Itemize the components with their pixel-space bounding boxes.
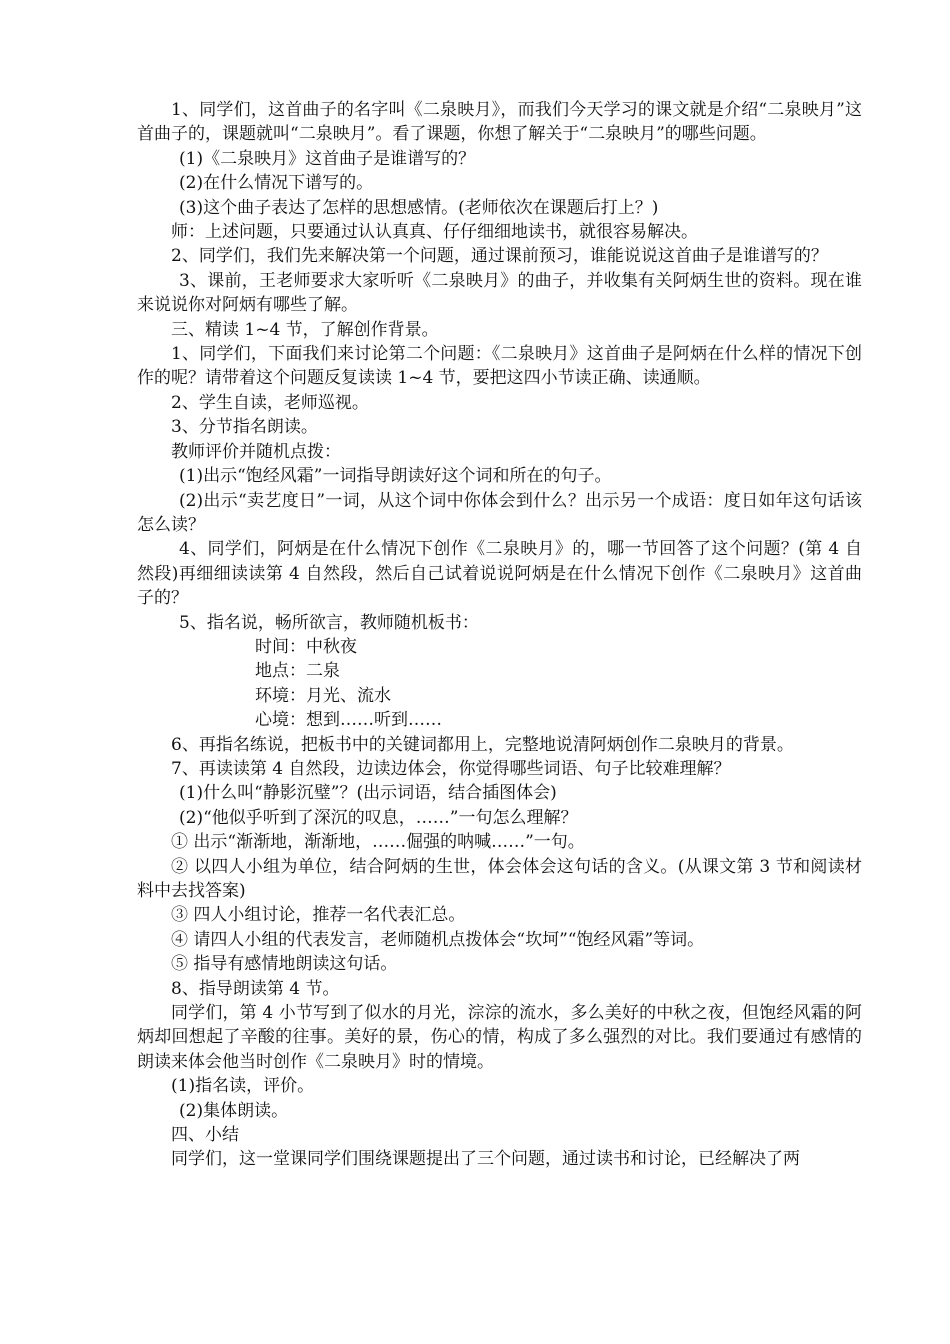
paragraph: 2、学生自读，老师巡视。 xyxy=(171,392,369,413)
paragraph: (1)出示“饱经风霜”一词指导朗读好这个词和所在的句子。 xyxy=(179,466,612,487)
paragraph: ③ 四人小组讨论，推荐一名代表汇总。 xyxy=(171,905,466,926)
document-body xyxy=(137,98,862,1172)
paragraph: (2)集体朗读。 xyxy=(179,1100,289,1121)
board-line: 地点：二泉 xyxy=(255,661,340,682)
paragraph: ① 出示“渐渐地，渐渐地，……倔强的呐喊……”一句。 xyxy=(171,832,585,853)
paragraph: (1)什么叫“静影沉璧”？(出示词语，结合插图体会) xyxy=(179,783,557,804)
paragraph: (1)指名读，评价。 xyxy=(171,1076,315,1097)
paragraph: (2)在什么情况下谱写的。 xyxy=(179,173,374,194)
paragraph: 1、同学们，这首曲子的名字叫《二泉映月》，而我们今天学习的课文就是介绍“二泉映月”这首曲子的，课题就叫“二泉映月”。看了课题，你想了解关于“二泉映月”的哪些问题。 xyxy=(137,100,862,145)
paragraph: 1、同学们，下面我们来讨论第二个问题：《二泉映月》这首曲子是阿炳在什么样的情况下创作的呢？请带着这个问题反复读读 1~4 节，要把这四小节读正确、读通顺。 xyxy=(137,344,862,389)
paragraph: 7、再读读第 4 自然段，边读边体会，你觉得哪些词语、句子比较难理解？ xyxy=(171,758,731,779)
paragraph: ④ 请四人小组的代表发言，老师随机点拨体会“坎坷”“饱经风霜”等词。 xyxy=(171,929,705,950)
paragraph: 三、精读 1~4 节，了解创作背景。 xyxy=(171,319,439,340)
paragraph: 教师评价并随机点拨： xyxy=(171,441,341,462)
paragraph: ② 以四人小组为单位，结合阿炳的生世，体会体会这句话的含义。(从课文第 3 节和阅读材料中去找答案) xyxy=(137,856,862,901)
paragraph: (1)《二泉映月》这首曲子是谁谱写的？ xyxy=(179,148,476,169)
paragraph: 5、指名说，畅所欲言，教师随机板书： xyxy=(179,612,479,633)
paragraph: 2、同学们，我们先来解决第一个问题，通过课前预习，谁能说说这首曲子是谁谱写的？ xyxy=(171,246,828,267)
paragraph: 8、指导朗读第 4 节。 xyxy=(171,978,340,999)
paragraph: ⑤ 指导有感情地朗读这句话。 xyxy=(171,954,398,975)
paragraph: 6、再指名练说，把板书中的关键词都用上，完整地说清阿炳创作二泉映月的背景。 xyxy=(171,734,794,755)
paragraph: 4、同学们，阿炳是在什么情况下创作《二泉映月》的，哪一节回答了这个问题？(第 4 自然段)再细细读读第 4 自然段，然后自己试着说说阿炳是在什么情况下创作《二泉映月》这首曲子的？ xyxy=(137,539,862,609)
board-line: 心境：想到……听到…… xyxy=(255,710,442,731)
paragraph: 师：上述问题，只要通过认认真真、仔仔细细地读书，就很容易解决。 xyxy=(171,222,698,243)
paragraph: 同学们，第 4 小节写到了似水的月光，淙淙的流水，多么美好的中秋之夜，但饱经风霜的阿炳却回想起了辛酸的往事。美好的景，伤心的情，构成了多么强烈的对比。我们要通过有感情的朗读来体会他当时创作《二泉映月》时的情境。 xyxy=(137,1003,862,1072)
paragraph: 四、小结 xyxy=(171,1125,239,1146)
paragraph: (2)“他似乎听到了深沉的叹息，……”一句怎么理解？ xyxy=(179,807,578,828)
paragraph: 3、课前，王老师要求大家听听《二泉映月》的曲子，并收集有关阿炳生世的资料。现在谁来说说你对阿炳有哪些了解。 xyxy=(137,270,862,316)
paragraph: 3、分节指名朗读。 xyxy=(171,417,318,438)
board-line: 环境：月光、流水 xyxy=(255,685,391,706)
paragraph: 同学们，这一堂课同学们围绕课题提出了三个问题，通过读书和讨论，已经解决了两 xyxy=(171,1149,800,1170)
paragraph: (3)这个曲子表达了怎样的思想感情。(老师依次在课题后打上？) xyxy=(179,197,659,218)
board-line: 时间：中秋夜 xyxy=(255,636,357,657)
paragraph: (2)出示“卖艺度日”一词，从这个词中你体会到什么？出示另一个成语：度日如年这句话该怎么读？ xyxy=(137,490,862,535)
